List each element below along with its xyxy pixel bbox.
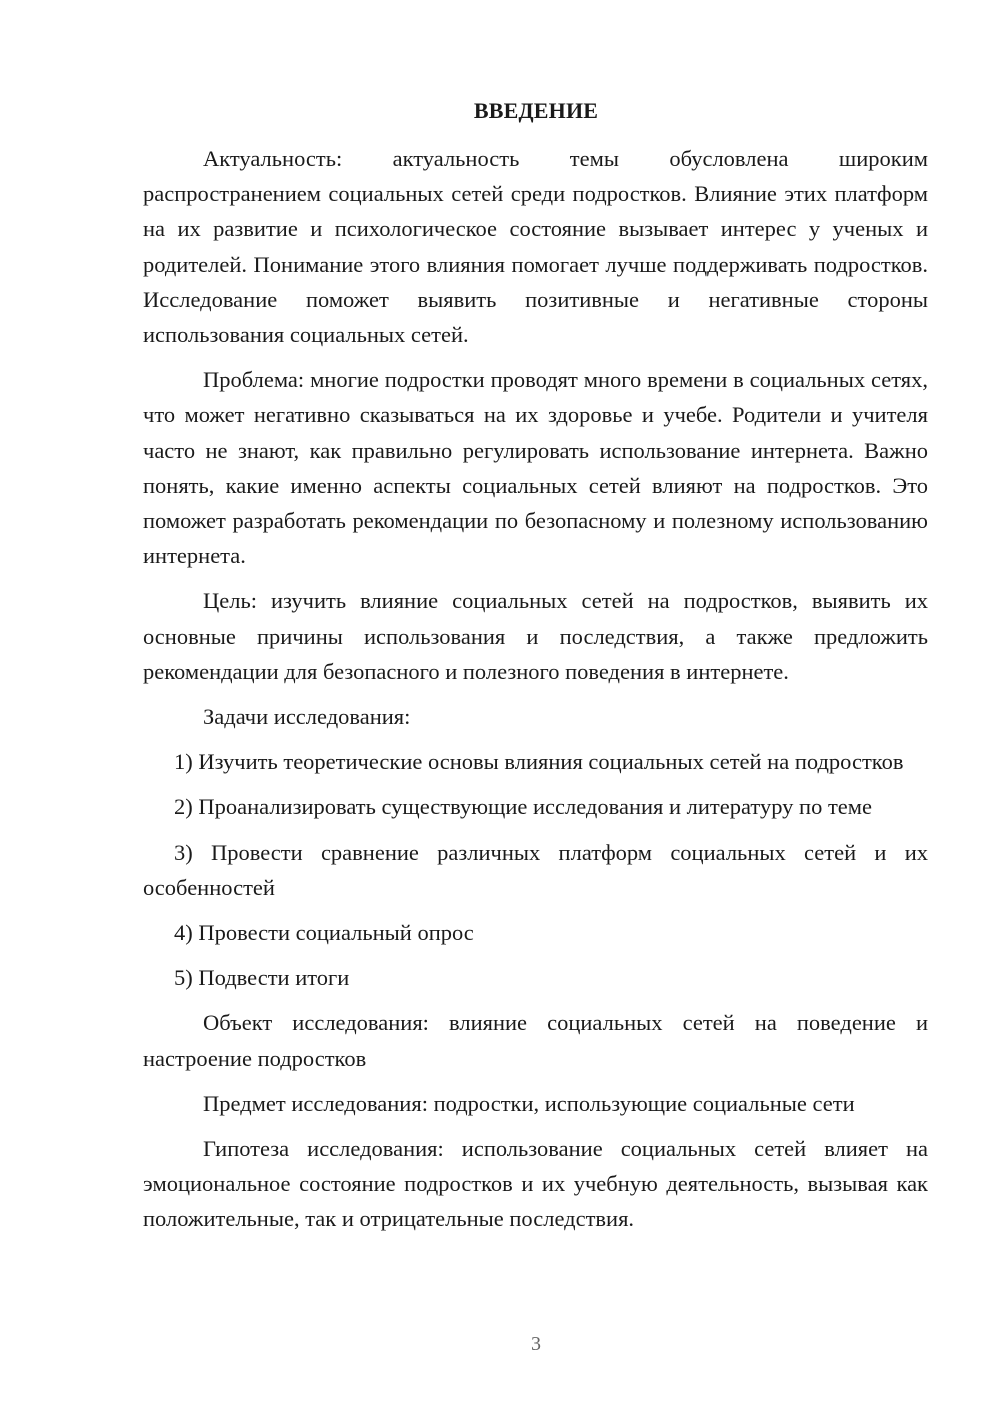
tasks-heading: Задачи исследования: bbox=[203, 704, 411, 730]
paragraph-problem: Проблема: многие подростки проводят много времени в социальных сетях, что может негативно сказываться на их здоровье и учебе. Родители и учителя часто не знают, как правильно регулировать использование интернета. Важно понять, какие именно аспекты социальных сетей влияют на подростков. Это поможет разработать рекомендации по безопасному и полезному использованию интернета. bbox=[143, 367, 928, 569]
paragraph-hypothesis: Гипотеза исследования: использование социальных сетей влияет на эмоциональное состояние подростков и их учебную деятельность, вызывая как положительные, так и отрицательные последствия. bbox=[143, 1136, 928, 1232]
paragraph-object: Объект исследования: влияние социальных сетей на поведение и настроение подростков bbox=[143, 1010, 928, 1071]
task-item-3: 3) Провести сравнение различных платформ социальных сетей и их особенностей bbox=[143, 839, 928, 900]
paragraph-relevance: Актуальность: актуальность темы обусловлена широким распространением социальных сетей среди подростков. Влияние этих платформ на их развитие и психологическое состояние вызывает интерес у ученых и родителей. Понимание этого влияния помогает лучше поддерживать подростков. Исследование поможет выявить позитивные и негативные стороны использования социальных сетей. bbox=[143, 146, 928, 348]
paragraph-subject: Предмет исследования: подростки, использующие социальные сети bbox=[203, 1090, 855, 1116]
paragraph-goal: Цель: изучить влияние социальных сетей на подростков, выявить их основные причины использования и последствия, а также предложить рекомендации для безопасного и полезного поведения в интернете. bbox=[143, 588, 928, 684]
task-item-5: 5) Подвести итоги bbox=[174, 965, 350, 991]
document-body bbox=[143, 141, 928, 1247]
task-item-2: 2) Проанализировать существующие исследования и литературу по теме bbox=[174, 794, 872, 820]
task-item-4: 4) Провести социальный опрос bbox=[174, 920, 474, 946]
task-item-1: 1) Изучить теоретические основы влияния социальных сетей на подростков bbox=[174, 749, 904, 775]
page-title: ВВЕДЕНИЕ bbox=[473, 98, 599, 123]
page-number: 3 bbox=[531, 1333, 541, 1355]
